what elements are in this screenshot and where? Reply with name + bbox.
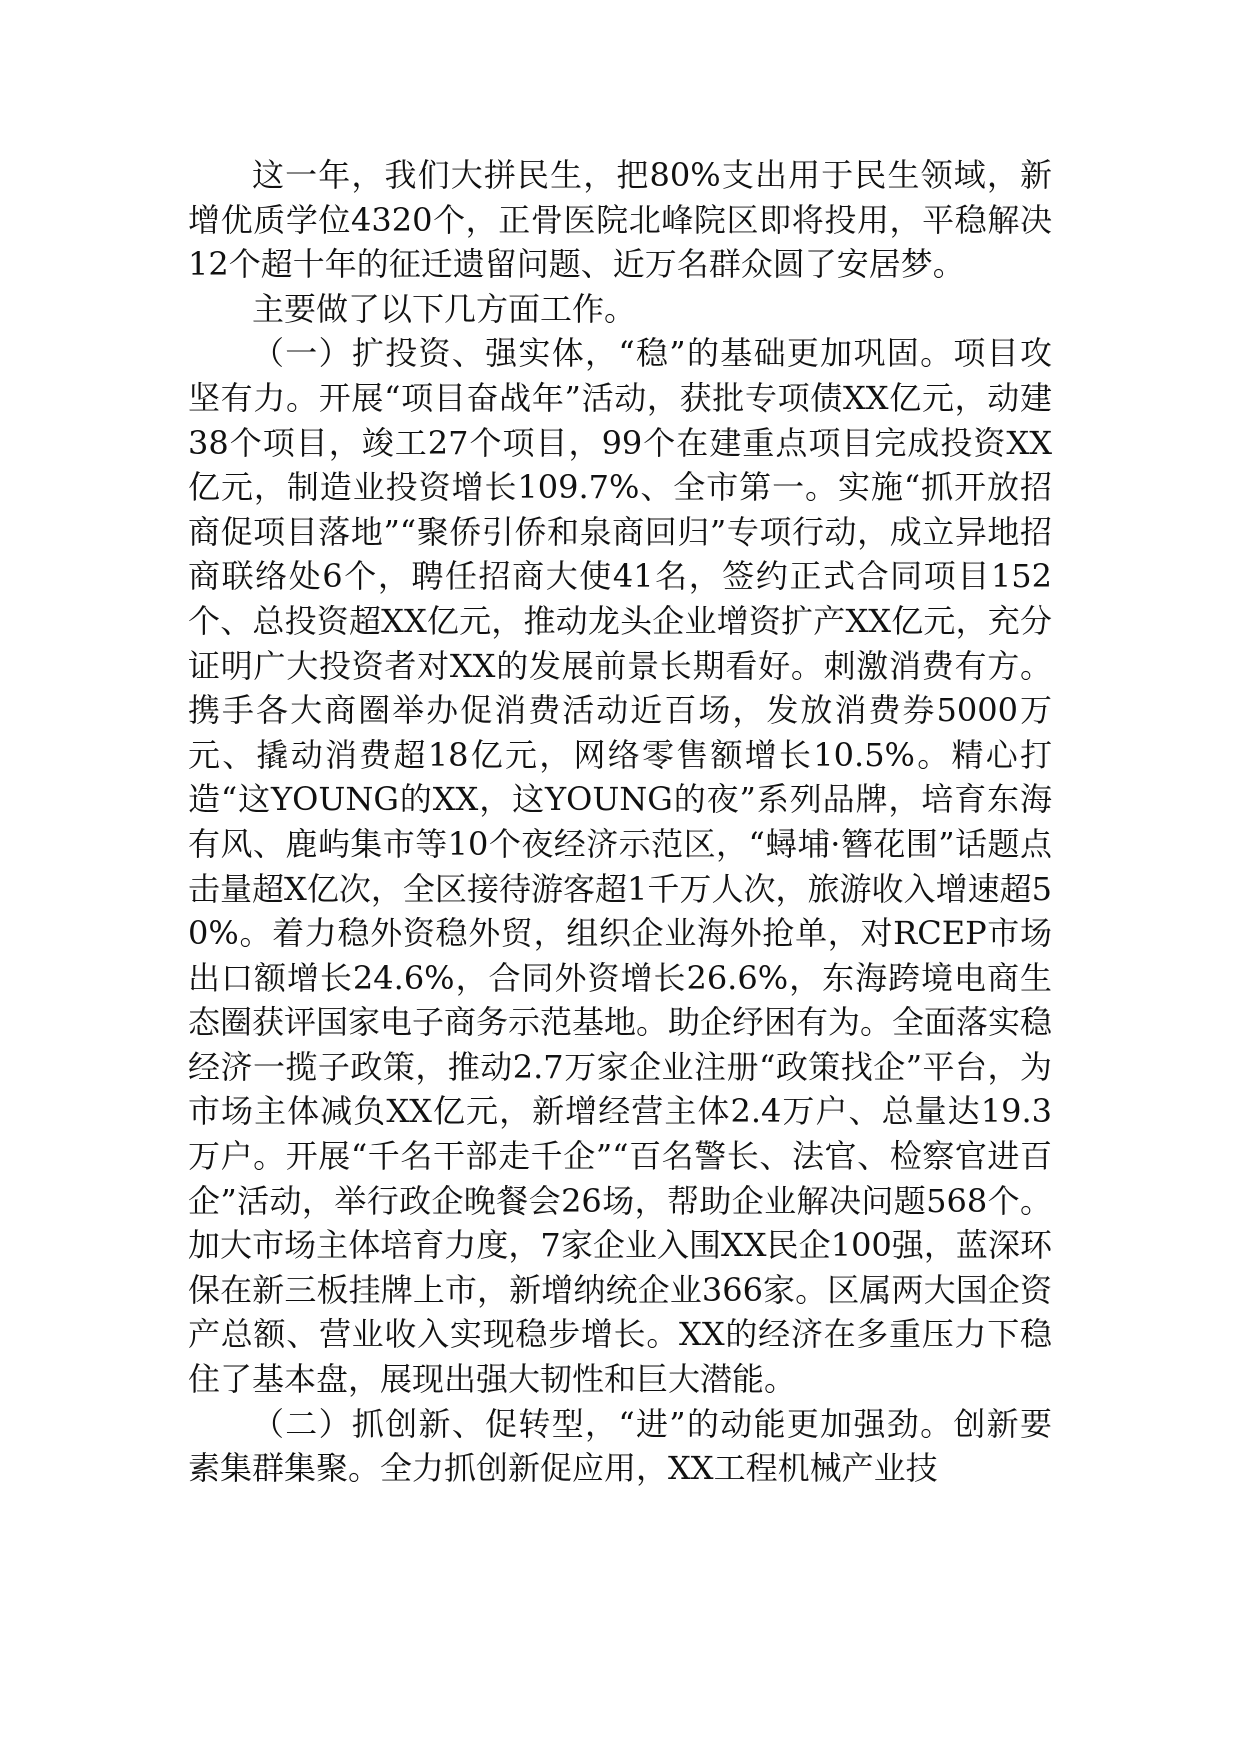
paragraph-livelihood: 这一年，我们大拼民生，把80%支出用于民生领域，新增优质学位4320个，正骨医院北峰院区即将投用，平稳解决12个超十年的征迁遗留问题、近万名群众圆了安居梦。: [188, 156, 1052, 284]
paragraph-work-intro: 主要做了以下几方面工作。: [252, 289, 637, 328]
paragraph-section-one: （一）扩投资、强实体，“稳”的基础更加巩固。项目攻坚有力。开展“项目奋战年”活动，获批专项债XX亿元，动建38个项目，竣工27个项目，99个在建重点项目完成投资XX亿元，制造业投资增长109.7%、全市第一。实施“抓开放招商促项目落地”“聚侨引侨和泉商回归”专项行动，成立异地招商联络处6个，聘任招商大使41名，签约正式合同项目152个、总投资超XX亿元，推动龙头企业增资扩产XX亿元，充分证明广大投资者对XX的发展前景长期看好。刺激消费有方。携手各大商圈举办促消费活动近百场，发放消费券5000万元、撬动消费超18亿元，网络零售额增长10.5%。精心打造“这YOUNG的XX，这YOUNG的夜”系列品牌，培育东海有风、鹿屿集市等10个夜经济示范区，“蟳埔·簪花围”话题点击量超X亿次，全区接待游客超1千万人次，旅游收入增速超50%。着力稳外资稳外贸，组织企业海外抢单，对RCEP市场出口额增长24.6%，合同外资增长26.6%，东海跨境电商生态圈获评国家电子商务示范基地。助企纾困有为。全面落实稳经济一揽子政策，推动2.7万家企业注册“政策找企”平台，为市场主体减负XX亿元，新增经营主体2.4万户、总量达19.3万户。开展“千名干部走千企”“百名警长、法官、检察官进百企”活动，举行政企晚餐会26场，帮助企业解决问题568个。加大市场主体培育力度，7家企业入围XX民企100强，蓝深环保在新三板挂牌上市，新增纳统企业366家。区属两大国企资产总额、营业收入实现稳步增长。XX的经济在多重压力下稳住了基本盘，展现出强大韧性和巨大潜能。: [188, 334, 1053, 1399]
document-body: [188, 153, 1052, 1491]
paragraph-section-two: （二）抓创新、促转型，“进”的动能更加强劲。创新要素集群集聚。全力抓创新促应用，XX工程机械产业技: [188, 1404, 1052, 1488]
